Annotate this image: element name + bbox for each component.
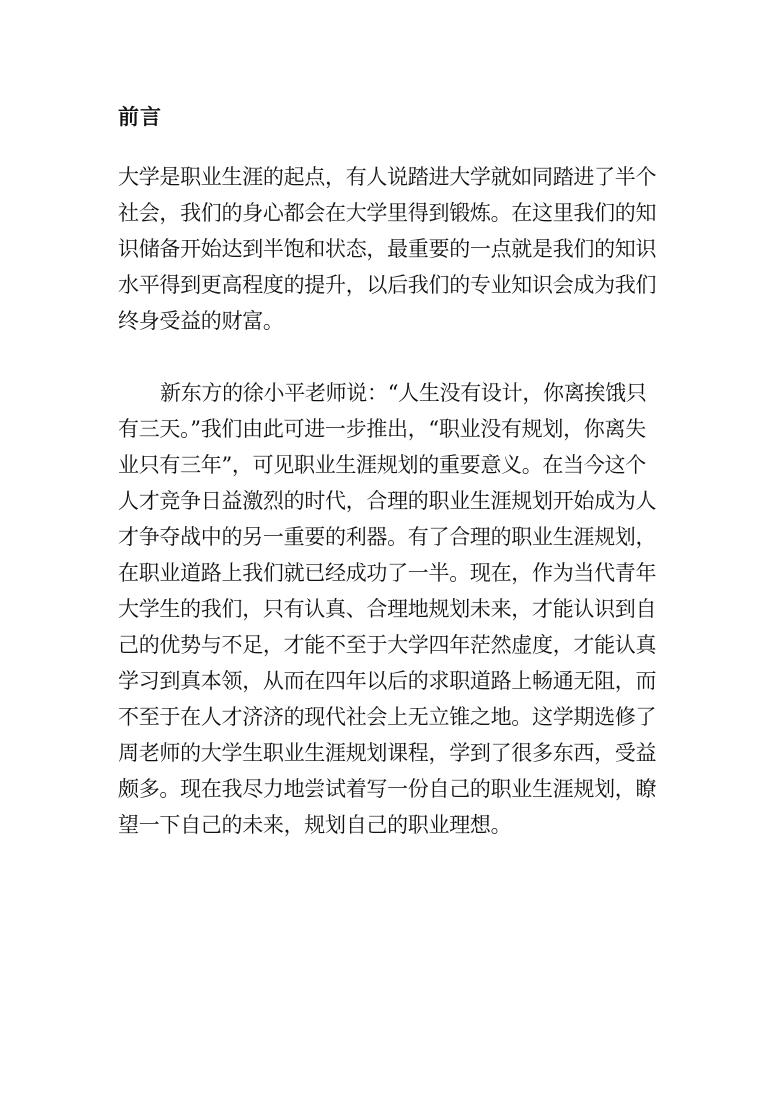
- paragraph-line: 望一下自己的未来，规划自己的职业理想。: [118, 813, 512, 837]
- paragraph-line: 终身受益的财富。: [118, 309, 284, 333]
- paragraph-line: 不至于在人才济济的现代社会上无立锥之地。这学期选修了: [118, 705, 657, 729]
- page-title: 前言: [118, 104, 162, 129]
- paragraph-line: 社会，我们的身心都会在大学里得到锻炼。在这里我们的知: [118, 201, 657, 225]
- paragraph-line: 有三天。”我们由此可进一步推出，“职业没有规划，你离失: [118, 417, 646, 441]
- paragraph-line: 颇多。现在我尽力地尝试着写一份自己的职业生涯规划，瞭: [118, 777, 657, 801]
- paragraph-career-planning: [118, 375, 664, 843]
- paragraph-line: 业只有三年”，可见职业生涯规划的重要意义。在当今这个: [118, 453, 646, 477]
- paragraph-line: 新东方的徐小平老师说：“人生没有设计，你离挨饿只: [160, 381, 647, 405]
- paragraph-line: 才争夺战中的另一重要的利器。有了合理的职业生涯规划，: [118, 525, 657, 549]
- paragraph-line: 大学是职业生涯的起点，有人说踏进大学就如同踏进了半个: [118, 165, 657, 189]
- paragraph-line: 周老师的大学生职业生涯规划课程，学到了很多东西，受益: [118, 741, 657, 765]
- paragraph-line: 人才竞争日益激烈的时代，合理的职业生涯规划开始成为人: [118, 489, 657, 513]
- paragraph-intro: [118, 159, 664, 339]
- paragraph-line: 学习到真本领，从而在四年以后的求职道路上畅通无阻，而: [118, 669, 657, 693]
- paragraph-line: 在职业道路上我们就已经成功了一半。现在，作为当代青年: [118, 561, 657, 585]
- paragraph-line: 识储备开始达到半饱和状态，最重要的一点就是我们的知识: [118, 237, 657, 261]
- paragraph-line: 大学生的我们，只有认真、合理地规划未来，才能认识到自: [118, 597, 657, 621]
- paragraph-line: 水平得到更高程度的提升，以后我们的专业知识会成为我们: [118, 273, 657, 297]
- paragraph-line: 己的优势与不足，才能不至于大学四年茫然虚度，才能认真: [118, 633, 657, 657]
